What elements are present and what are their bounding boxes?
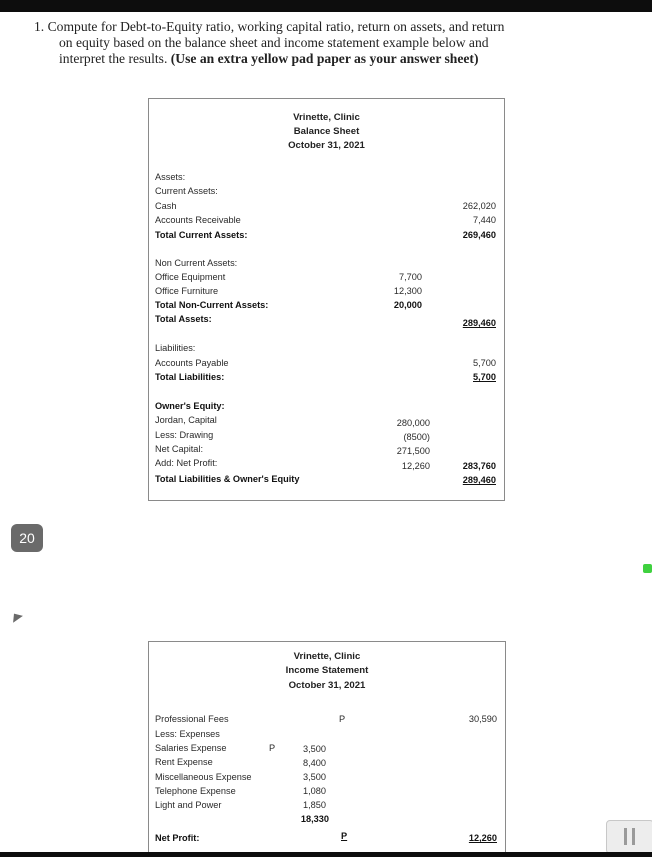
bs-ar-value: 7,440 (473, 215, 496, 225)
bs-total-assets-value: 289,460 (462, 318, 496, 328)
is-company: Vrinette, Clinic (293, 651, 361, 662)
bs-ap-label: Accounts Payable (155, 358, 229, 368)
is-rent-label: Rent Expense (155, 757, 213, 767)
bs-total-non-current-value: 20,000 (393, 300, 422, 310)
is-misc-label: Miscellaneous Expense (155, 772, 252, 782)
bottom-bar (0, 852, 652, 857)
is-fees-value: 30,590 (468, 714, 497, 724)
is-fees-label: Professional Fees (155, 714, 229, 724)
bs-drawing-label: Less: Drawing (155, 430, 214, 440)
bs-drawing-value: (8500) (403, 432, 430, 442)
bs-net-capital-label: Net Capital: (155, 444, 204, 454)
pause-icon[interactable] (606, 820, 652, 854)
is-light-value: 1,850 (303, 800, 326, 810)
is-rent-value: 8,400 (303, 758, 326, 768)
bs-total-current-label: Total Current Assets: (155, 230, 248, 240)
bs-capital-value: 280,000 (396, 418, 430, 428)
bs-non-current-label: Non Current Assets: (155, 258, 238, 268)
bs-cash-value: 262,020 (462, 201, 496, 211)
bs-ar-label: Accounts Receivable (155, 215, 241, 225)
bs-cash-label: Cash (155, 201, 177, 211)
bs-office-furniture-label: Office Furniture (155, 286, 219, 296)
bs-ap-value: 5,700 (473, 358, 496, 368)
question-instruction: (Use an extra yellow pad paper as your answer sheet) (170, 50, 479, 66)
is-title: Income Statement (285, 665, 369, 676)
is-salaries-value: 3,500 (303, 744, 326, 754)
bs-office-equipment-value: 7,700 (399, 272, 422, 282)
bs-date: October 31, 2021 (288, 140, 365, 151)
bs-company: Vrinette, Clinic (293, 112, 360, 123)
green-dot-icon (643, 564, 652, 573)
bs-total-le-label: Total Liabilities & Owner's Equity (155, 474, 300, 484)
question-line-1: 1. Compute for Debt-to-Equity ratio, working capital ratio, return on assets, and return (34, 19, 505, 34)
is-less-expenses-label: Less: Expenses (155, 729, 220, 739)
is-date: October 31, 2021 (288, 680, 366, 691)
question-line-3-text: interpret the results. (59, 50, 168, 66)
question-line-3 (34, 51, 618, 67)
is-telephone-label: Telephone Expense (155, 786, 236, 796)
is-fees-peso-sign: P (339, 714, 346, 724)
is-misc-value: 3,500 (303, 772, 326, 782)
bs-net-profit-label: Add: Net Profit: (155, 458, 218, 468)
is-net-profit-label: Net Profit: (155, 833, 200, 843)
bs-current-assets-label: Current Assets: (155, 186, 218, 196)
bs-total-le-value: 289,460 (462, 475, 496, 485)
bs-title: Balance Sheet (293, 126, 360, 137)
bs-total-liabilities-value: 5,700 (473, 372, 496, 382)
page-number-badge[interactable]: 20 (11, 524, 43, 552)
question-line-2: on equity based on the balance sheet and income statement example below and (59, 34, 489, 50)
bs-office-equipment-label: Office Equipment (155, 272, 226, 282)
is-total-expenses-value: 18,330 (300, 814, 329, 824)
bs-office-furniture-value: 12,300 (393, 286, 422, 296)
is-light-label: Light and Power (155, 800, 222, 810)
balance-sheet (148, 98, 505, 501)
income-statement (148, 641, 506, 853)
bs-equity-total-value: 283,760 (462, 461, 496, 471)
top-bar (0, 0, 652, 12)
bs-capital-label: Jordan, Capital (155, 415, 217, 425)
question-text (34, 19, 618, 66)
is-salaries-label: Salaries Expense (155, 743, 227, 753)
bs-liabilities-label: Liabilities: (155, 343, 196, 353)
bs-assets-label: Assets: (155, 172, 186, 182)
bs-net-capital-value: 271,500 (396, 446, 430, 456)
triangle-marker-icon (9, 610, 23, 623)
bs-total-assets-label: Total Assets: (155, 314, 212, 324)
bs-total-current-value: 269,460 (462, 230, 496, 240)
is-net-profit-value: 12,260 (468, 833, 497, 843)
bs-total-non-current-label: Total Non-Current Assets: (155, 300, 269, 310)
bs-owners-equity-label: Owner's Equity: (155, 401, 225, 411)
is-telephone-value: 1,080 (303, 786, 326, 796)
bs-total-liabilities-label: Total Liabilities: (155, 372, 225, 382)
is-salaries-peso-sign: P (269, 743, 276, 753)
is-net-profit-peso-sign: P (341, 831, 348, 841)
bs-net-profit-value: 12,260 (401, 461, 430, 471)
